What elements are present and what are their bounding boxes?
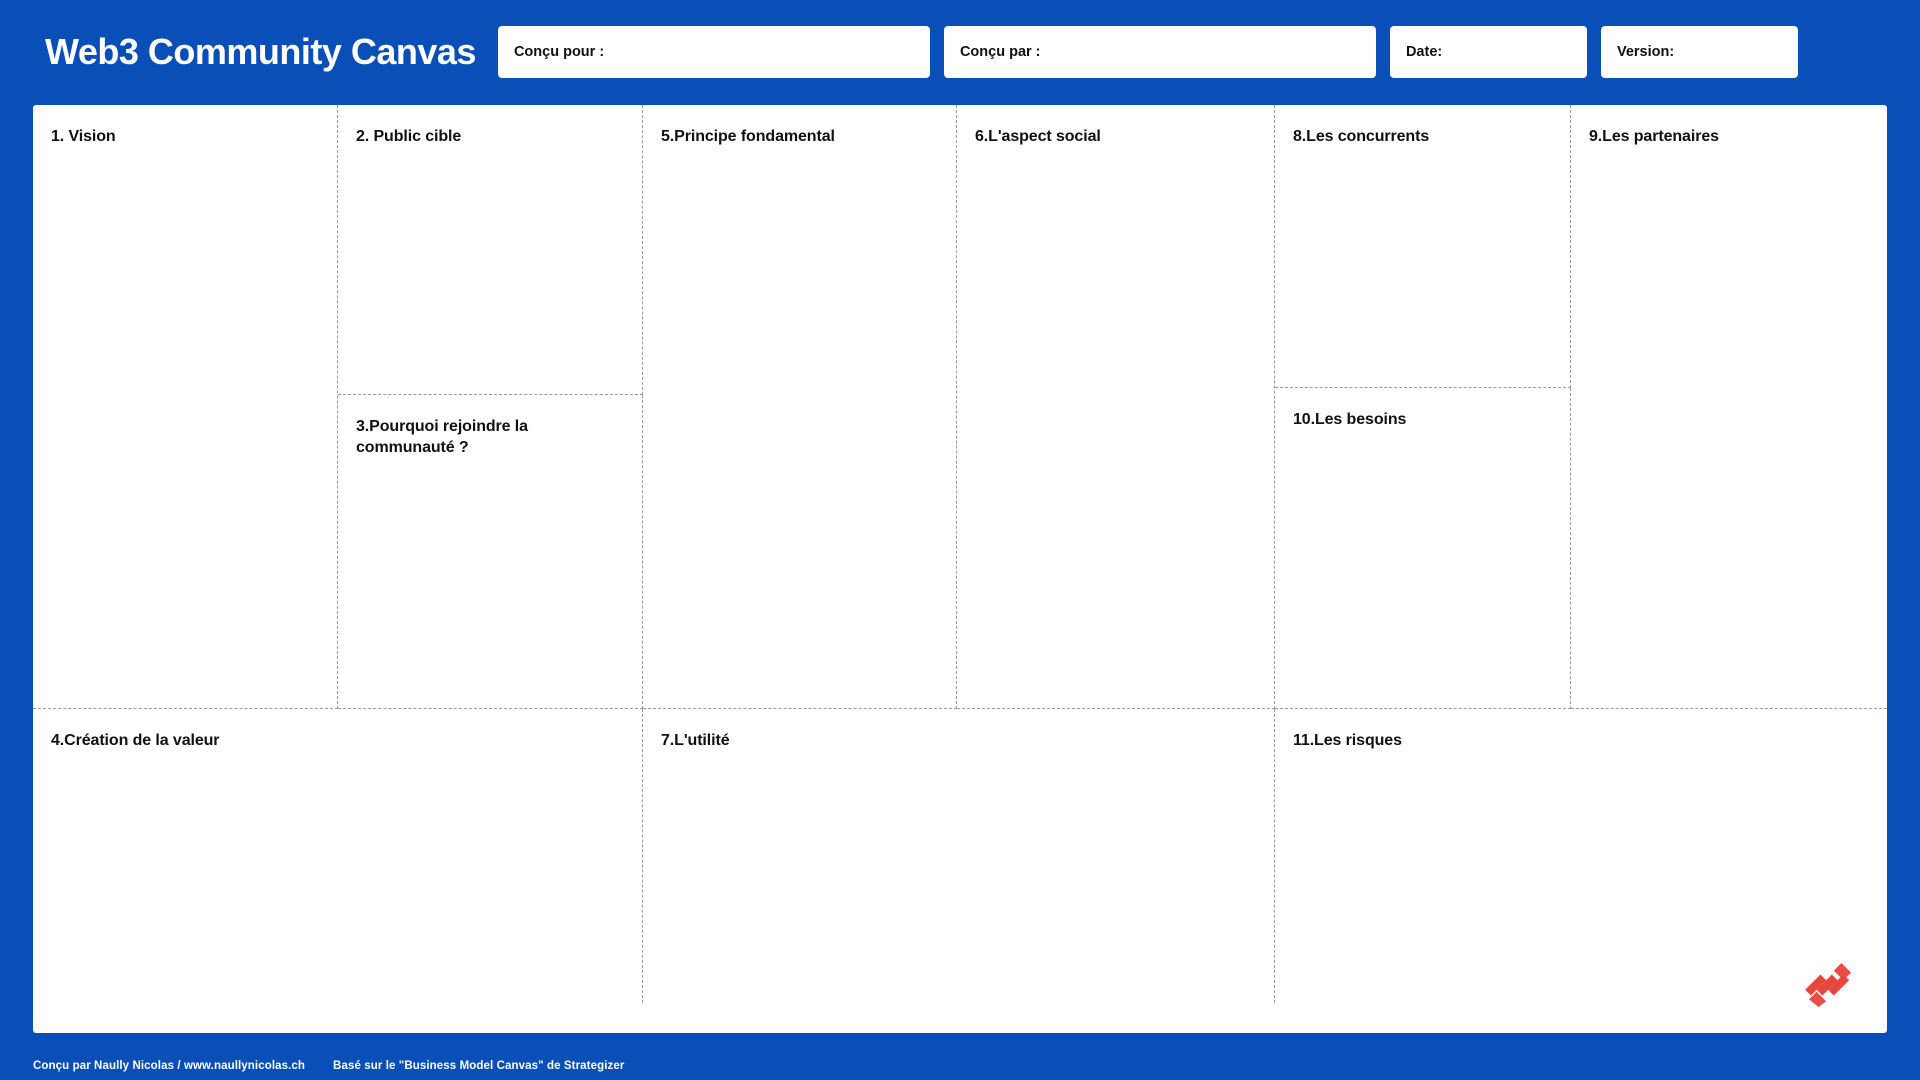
canvas-board <box>33 105 1887 1033</box>
canvas-header <box>0 0 1920 103</box>
canvas-cell-pourquoi-rejoindre[interactable] <box>338 395 643 709</box>
canvas-cell-creation-valeur[interactable] <box>33 709 643 1003</box>
date-label: Date: <box>1405 43 1443 60</box>
brand-logo-icon <box>1801 963 1859 1007</box>
canvas-cell-vision[interactable] <box>33 105 338 709</box>
cell-label-besoins: 10.Les besoins <box>1293 411 1407 428</box>
canvas-cell-besoins[interactable] <box>1275 388 1571 709</box>
cell-label-vision: 1. Vision <box>51 128 116 145</box>
header-fields <box>498 26 1880 78</box>
cell-label-aspect-social: 6.L'aspect social <box>975 128 1101 145</box>
designed-by-label: Conçu par : <box>959 43 1041 60</box>
version-label: Version: <box>1616 43 1675 60</box>
cell-label-utilite: 7.L'utilité <box>661 732 730 749</box>
designed-for-field[interactable] <box>498 26 930 78</box>
cell-label-creation-valeur: 4.Création de la valeur <box>51 732 220 749</box>
canvas-cell-concurrents[interactable] <box>1275 105 1571 388</box>
designed-by-field[interactable] <box>944 26 1376 78</box>
cell-label-risques: 11.Les risques <box>1293 732 1402 749</box>
cell-label-principe-fondamental: 5.Principe fondamental <box>661 128 835 145</box>
canvas-cell-principe-fondamental[interactable] <box>643 105 957 709</box>
designed-for-label: Conçu pour : <box>513 43 605 60</box>
canvas-cell-public-cible[interactable] <box>338 105 643 395</box>
cell-label-pourquoi-rejoindre: 3.Pourquoi rejoindre la communauté ? <box>356 418 528 456</box>
canvas-cell-partenaires[interactable] <box>1571 105 1887 709</box>
cell-label-public-cible: 2. Public cible <box>356 128 462 145</box>
footer-based-on: Basé sur le "Business Model Canvas" de Strategizer <box>333 1060 625 1072</box>
canvas-cell-aspect-social[interactable] <box>957 105 1275 709</box>
version-field[interactable] <box>1601 26 1798 78</box>
canvas-footer <box>33 1060 624 1072</box>
canvas-cell-utilite[interactable] <box>643 709 1275 1003</box>
footer-credit: Conçu par Naully Nicolas / www.naullynicolas.ch <box>33 1060 306 1072</box>
date-field[interactable] <box>1390 26 1587 78</box>
canvas-cell-risques[interactable] <box>1275 709 1887 1003</box>
cell-label-concurrents: 8.Les concurrents <box>1293 128 1430 145</box>
page-title: Web3 Community Canvas <box>45 30 476 72</box>
cell-label-partenaires: 9.Les partenaires <box>1589 128 1719 145</box>
